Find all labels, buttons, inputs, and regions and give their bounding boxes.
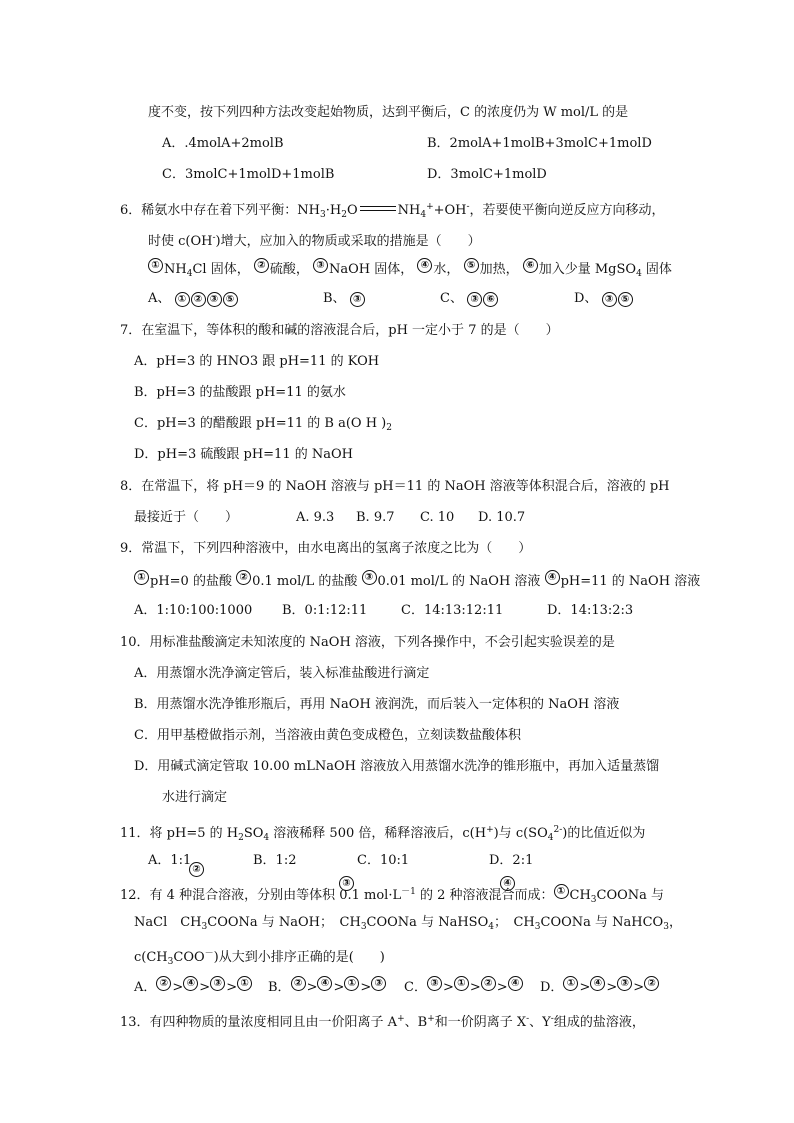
q11-option-b: B．1:2 bbox=[253, 853, 297, 868]
q5-option-c: C．3molC+1molD+1molB bbox=[162, 167, 335, 182]
q10-option-b: B．用蒸馏水洗净锥形瓶后，再用 NaOH 液润洗，而后装入一定体积的 NaOH 溶液 bbox=[134, 697, 620, 712]
q12-stem-line3: $c(CH_3COO^-)$从大到小排序正确的是( ) bbox=[134, 949, 385, 967]
q8-stem-line2: 最接近于（ ） bbox=[134, 510, 239, 525]
equilibrium-arrow-icon bbox=[360, 205, 396, 213]
q5-option-b: B．2molA+1molB+3molC+1molD bbox=[427, 136, 652, 151]
q13-stem: 13．有四种物质的量浓度相同且由一价阳离子 A+、B+和一价阴离子 X-、Y-组成的盐溶液， bbox=[120, 1014, 645, 1030]
q12-marker-4: ④ bbox=[500, 874, 516, 892]
q6-option-b: B、 ③ bbox=[323, 290, 366, 308]
q12-option-b: B． ② > ④ > ① > ③ bbox=[268, 976, 387, 997]
q9-option-c: C．14:13:12:11 bbox=[401, 603, 504, 618]
q9-items bbox=[134, 570, 700, 591]
q6-option-d: D、 ③ ⑤ bbox=[574, 290, 634, 308]
q6-measure: ② 硫酸， bbox=[254, 262, 309, 277]
q6-measure: ⑤ 加热， bbox=[464, 262, 519, 277]
q8-option-a: A. 9.3 bbox=[296, 510, 335, 525]
q11-stem: 11．将 pH=5 的 $H_2SO_4$ 溶液稀释 500 倍，稀释溶液后，c(H+)与 $c(SO_4^{2-})$的比值近似为 bbox=[120, 825, 646, 843]
q5-stem-end: 度不变，按下列四种方法改变起始物质，达到平衡后，C 的浓度仍为 W mol/L 的是 bbox=[148, 105, 629, 120]
q12-option-a: A． ② > ④ > ③ > ① bbox=[134, 976, 253, 997]
q11-option-d: D．2:1 bbox=[489, 853, 534, 868]
q12-stem: 12．有 4 种混合溶液，分别由等体积 0.1 $mol\cdot L^{-1}$ 的 2 种溶液混合而成： ① $CH_3COONa$ 与 bbox=[120, 886, 665, 905]
q10-stem: 10．用标准盐酸滴定未知浓度的 NaOH 溶液，下列各操作中，不会引起实验误差的是 bbox=[120, 635, 615, 650]
q7-option-a: A．pH=3 的 HNO3 跟 pH=11 的 KOH bbox=[134, 354, 380, 369]
q7-option-b: B．pH=3 的盐酸跟 pH=11 的氨水 bbox=[134, 385, 346, 400]
q6-measure: ① $NH_4Cl$ 固体， bbox=[148, 262, 250, 277]
q12-marker-3: ③ bbox=[339, 874, 355, 892]
q9-item: ③ 0.01 mol/L 的 NaOH 溶液 bbox=[362, 574, 541, 589]
q12-marker-2: ② bbox=[189, 860, 205, 878]
q6-stem-line2: 时使 c(OH-)增大，应加入的物质或采取的措施是（ ） bbox=[148, 233, 481, 249]
q10-option-d-cont: 水进行滴定 bbox=[162, 790, 228, 805]
q9-item: ④ pH=11 的 NaOH 溶液 bbox=[545, 574, 701, 589]
q8-option-c: C. 10 bbox=[420, 510, 455, 525]
q6-measures bbox=[148, 258, 672, 283]
q6-measure: ⑥ 加入少量 MgSO$_4$ 固体 bbox=[523, 262, 672, 277]
q12-option-c: C． ③ > ① > ② > ④ bbox=[404, 976, 524, 997]
q6-option-a: A、 ① ② ③ ⑤ bbox=[148, 290, 239, 308]
q9-stem: 9．常温下，下列四种溶液中，由水电离出的氢离子浓度之比为（ ） bbox=[120, 541, 532, 556]
q8-stem: 8．在常温下，将 pH＝9 的 NaOH 溶液与 pH＝11 的 NaOH 溶液等体积混合后，溶液的 pH bbox=[120, 479, 670, 494]
q12-stem-line2: NaCl $CH_3COONa$ 与 NaOH； $CH_3COONa$ 与 NaHSO$_4$； $CH_3COONa$ 与 NaHCO$_3$， bbox=[134, 915, 682, 932]
q8-option-b: B. 9.7 bbox=[356, 510, 395, 525]
q9-option-a: A．1:10:100:1000 bbox=[134, 603, 253, 618]
q11-option-c: C．10:1 bbox=[357, 853, 410, 868]
q7-option-c: C．pH=3 的醋酸跟 pH=11 的 B a(O H )$_2$ bbox=[134, 416, 392, 433]
q6-stem: 6．稀氨水中存在着下列平衡：$NH_3\cdot H_2O$ $NH_4^++OH^-$，若要使平衡向逆反应方向移动， bbox=[120, 202, 665, 220]
q10-option-c: C．用甲基橙做指示剂，当溶液由黄色变成橙色，立刻读数盐酸体积 bbox=[134, 728, 521, 743]
q5-option-d: D．3molC+1molD bbox=[427, 167, 547, 182]
q9-item: ② 0.1 mol/L 的盐酸 bbox=[236, 574, 357, 589]
q6-measure: ③ NaOH 固体， bbox=[313, 262, 413, 277]
q12-option-d: D． ① > ④ > ③ > ② bbox=[540, 976, 660, 997]
q6-option-c: C、 ③ ⑥ bbox=[440, 290, 499, 308]
q10-option-a: A．用蒸馏水洗净滴定管后，装入标准盐酸进行滴定 bbox=[134, 666, 430, 681]
q6-measure: ④ 水， bbox=[417, 262, 459, 277]
q10-option-d: D．用碱式滴定管取 10.00 mLNaOH 溶液放入用蒸馏水洗净的锥形瓶中，再加入适量蒸馏 bbox=[134, 759, 660, 774]
q5-option-a: A．.4molA+2molB bbox=[162, 136, 284, 151]
q8-option-d: D. 10.7 bbox=[478, 510, 526, 525]
q7-option-d: D．pH=3 硫酸跟 pH=11 的 NaOH bbox=[134, 447, 353, 462]
q9-item: ① pH=0 的盐酸 bbox=[134, 574, 232, 589]
q9-option-d: D．14:13:2:3 bbox=[547, 603, 634, 618]
q7-stem: 7．在室温下，等体积的酸和碱的溶液混合后，pH 一定小于 7 的是（ ） bbox=[120, 323, 559, 338]
q11-option-a: A．1:1 bbox=[148, 853, 192, 868]
q9-option-b: B．0:1:12:11 bbox=[282, 603, 368, 618]
